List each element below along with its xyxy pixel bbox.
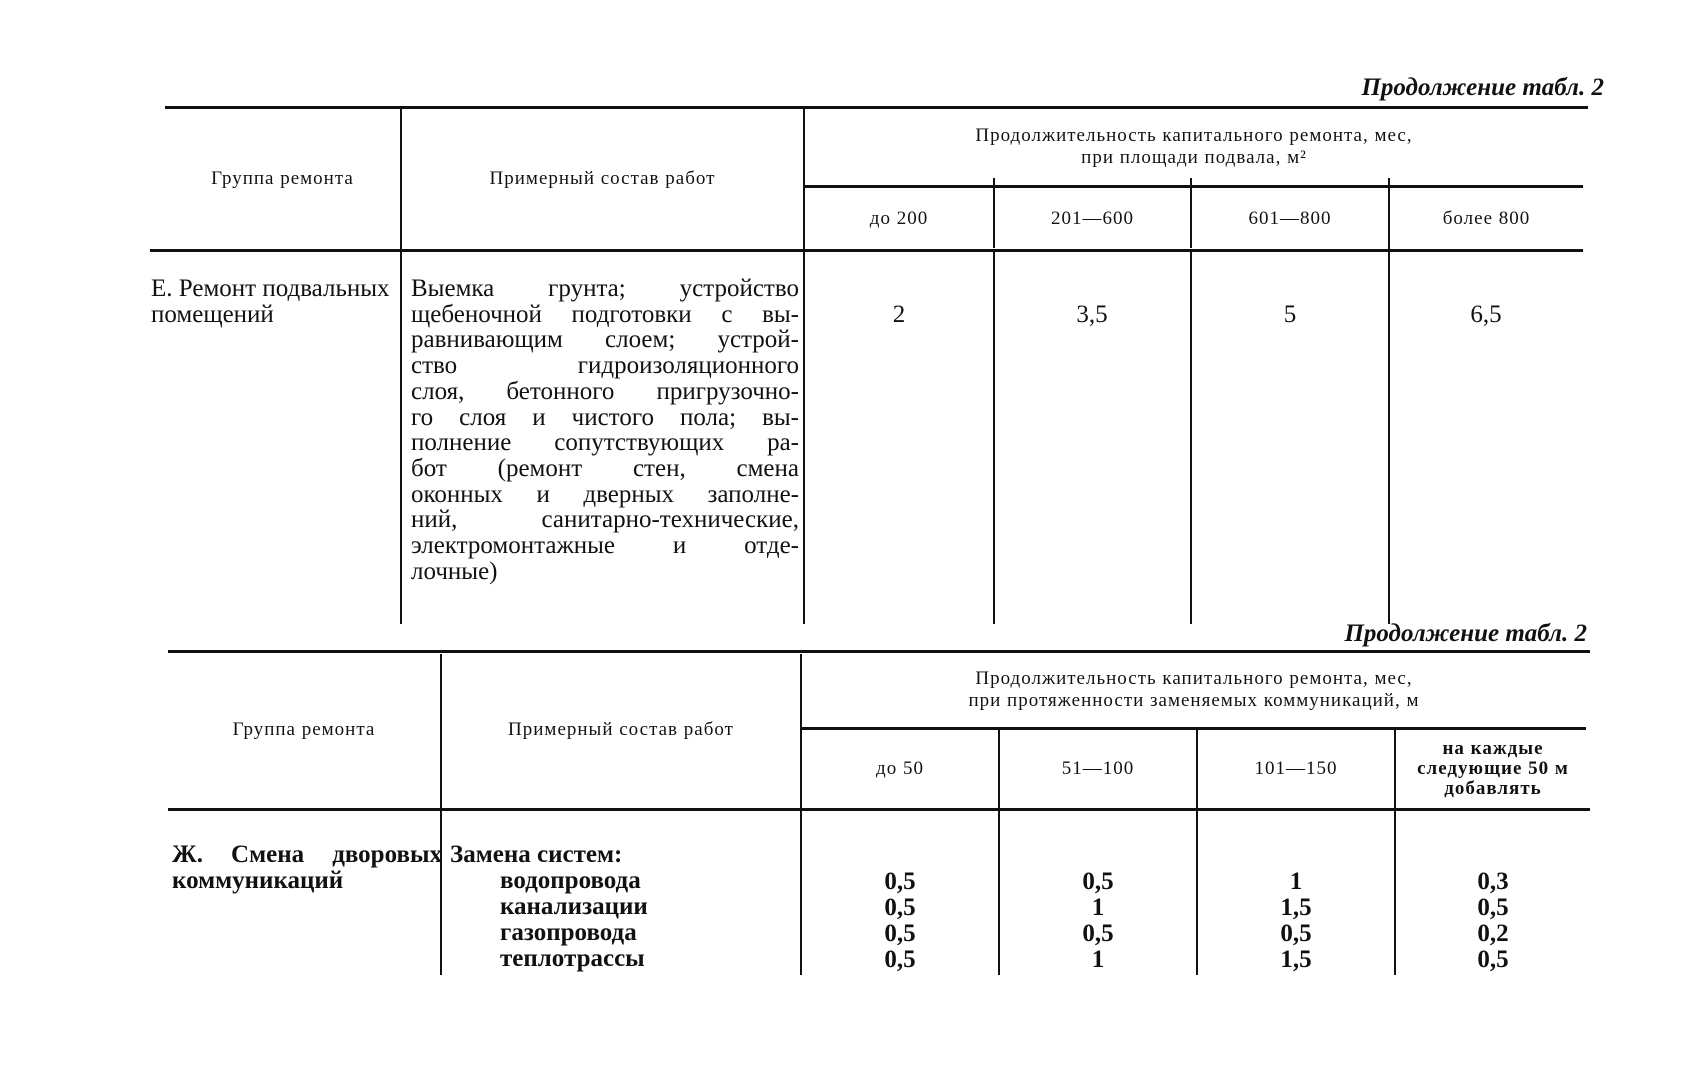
header-col-1: до 50 (876, 758, 924, 779)
row-group (172, 842, 442, 894)
header-duration-line2: при площади подвала, м² (1081, 147, 1307, 168)
header-col-3: 101—150 (1254, 758, 1338, 779)
row-group-line2: коммуникаций (172, 867, 344, 894)
header-works: Примерный состав работ (489, 167, 716, 189)
description-line: лочные) (411, 557, 498, 585)
value-cell: 0,5 (884, 920, 916, 947)
header-group: Группа ремонта (232, 719, 376, 740)
systems-title: Замена систем: (450, 841, 623, 868)
table-caption: Продолжение табл. 2 (1361, 74, 1604, 101)
repair-duration-table-communications (168, 650, 1590, 975)
value-cell: 0,5 (1280, 920, 1312, 947)
value-cell: 0,2 (1477, 920, 1509, 947)
header-works: Примерный состав работ (508, 719, 734, 740)
description-line: го слоя и чистого пола; вы- (411, 403, 799, 431)
value-cell: 0,5 (884, 868, 916, 895)
table-top-rule (165, 106, 1588, 109)
header-col-2: 201—600 (1051, 208, 1134, 229)
header-col-4 (1396, 732, 1590, 806)
header-duration-line1: Продолжительность капитального ремонта, мес, (975, 125, 1413, 146)
header-col-4-line1: на каждые (1442, 738, 1544, 759)
header-col-1: до 200 (869, 208, 929, 229)
description-line: электромонтажные и отде- (411, 532, 799, 560)
value-cell: 0,5 (1477, 894, 1509, 921)
description-line: ство гидроизоляционного (411, 352, 799, 380)
header-duration (802, 654, 1586, 726)
value-cell: 0,3 (1477, 868, 1509, 895)
value-cell: 1 (1289, 868, 1303, 895)
value-cell: 1,5 (1280, 894, 1312, 921)
table-caption: Продолжение табл. 2 (1344, 620, 1587, 647)
header-bottom-rule (150, 249, 1583, 252)
column-divider (993, 252, 995, 624)
header-duration-line1: Продолжительность капитального ремонта, мес, (975, 668, 1413, 689)
system-name: водопровода (500, 867, 641, 894)
header-sub-rule (802, 727, 1586, 730)
system-name: газопровода (500, 919, 637, 946)
header-col-4-line3: добавлять (1444, 778, 1542, 799)
value-cell: 0,5 (1082, 868, 1114, 895)
description-line: равнивающим слоем; устрой- (411, 326, 799, 354)
value-cell: 0,5 (884, 894, 916, 921)
value-cell: 0,5 (884, 946, 916, 973)
description-line: Выемка грунта; устройство (411, 275, 799, 302)
header-sub-rule (805, 185, 1583, 188)
row-group-line2: помещений (151, 301, 274, 328)
system-name: теплотрассы (500, 945, 645, 972)
header-col-4-line2: следующие 50 м (1417, 758, 1569, 779)
description-line: полнение сопутствующих ра- (411, 429, 799, 457)
header-bottom-rule (168, 808, 1590, 811)
row-group (151, 276, 401, 328)
value-col-1: 2 (892, 301, 906, 328)
value-col-2: 3,5 (1076, 301, 1108, 328)
value-cell: 1,5 (1280, 946, 1312, 973)
description-line: оконных и дверных заполне- (411, 480, 799, 508)
value-cell: 1 (1091, 946, 1105, 973)
row-group-line1: Ж. Смена дворовых (172, 841, 442, 868)
row-description (411, 276, 799, 584)
value-cell: 1 (1091, 894, 1105, 921)
table-top-rule (168, 650, 1590, 653)
description-line: бот (ремонт стен, смена (411, 454, 799, 482)
column-divider (1190, 252, 1192, 624)
header-col-4: более 800 (1442, 208, 1531, 229)
header-col-3: 601—800 (1248, 208, 1332, 229)
value-cell: 0,5 (1082, 920, 1114, 947)
header-duration-line2: при протяженности заменяемых коммуникаций, м (968, 690, 1420, 711)
header-duration (805, 110, 1583, 184)
header-col-2: 51—100 (1061, 758, 1135, 779)
system-name: канализации (500, 893, 648, 920)
value-cell: 0,5 (1477, 946, 1509, 973)
description-line: ний, санитарно-технические, (411, 506, 799, 534)
description-line: слоя, бетонного пригрузочно- (411, 377, 799, 405)
header-group: Группа ремонта (211, 167, 354, 189)
repair-duration-table-basement (151, 106, 1588, 624)
description-line: щебеночной подготовки с вы- (411, 300, 799, 328)
value-col-4: 6,5 (1470, 301, 1502, 328)
row-group-line1: Е. Ремонт подвальных (151, 275, 390, 302)
value-col-3: 5 (1283, 301, 1297, 328)
